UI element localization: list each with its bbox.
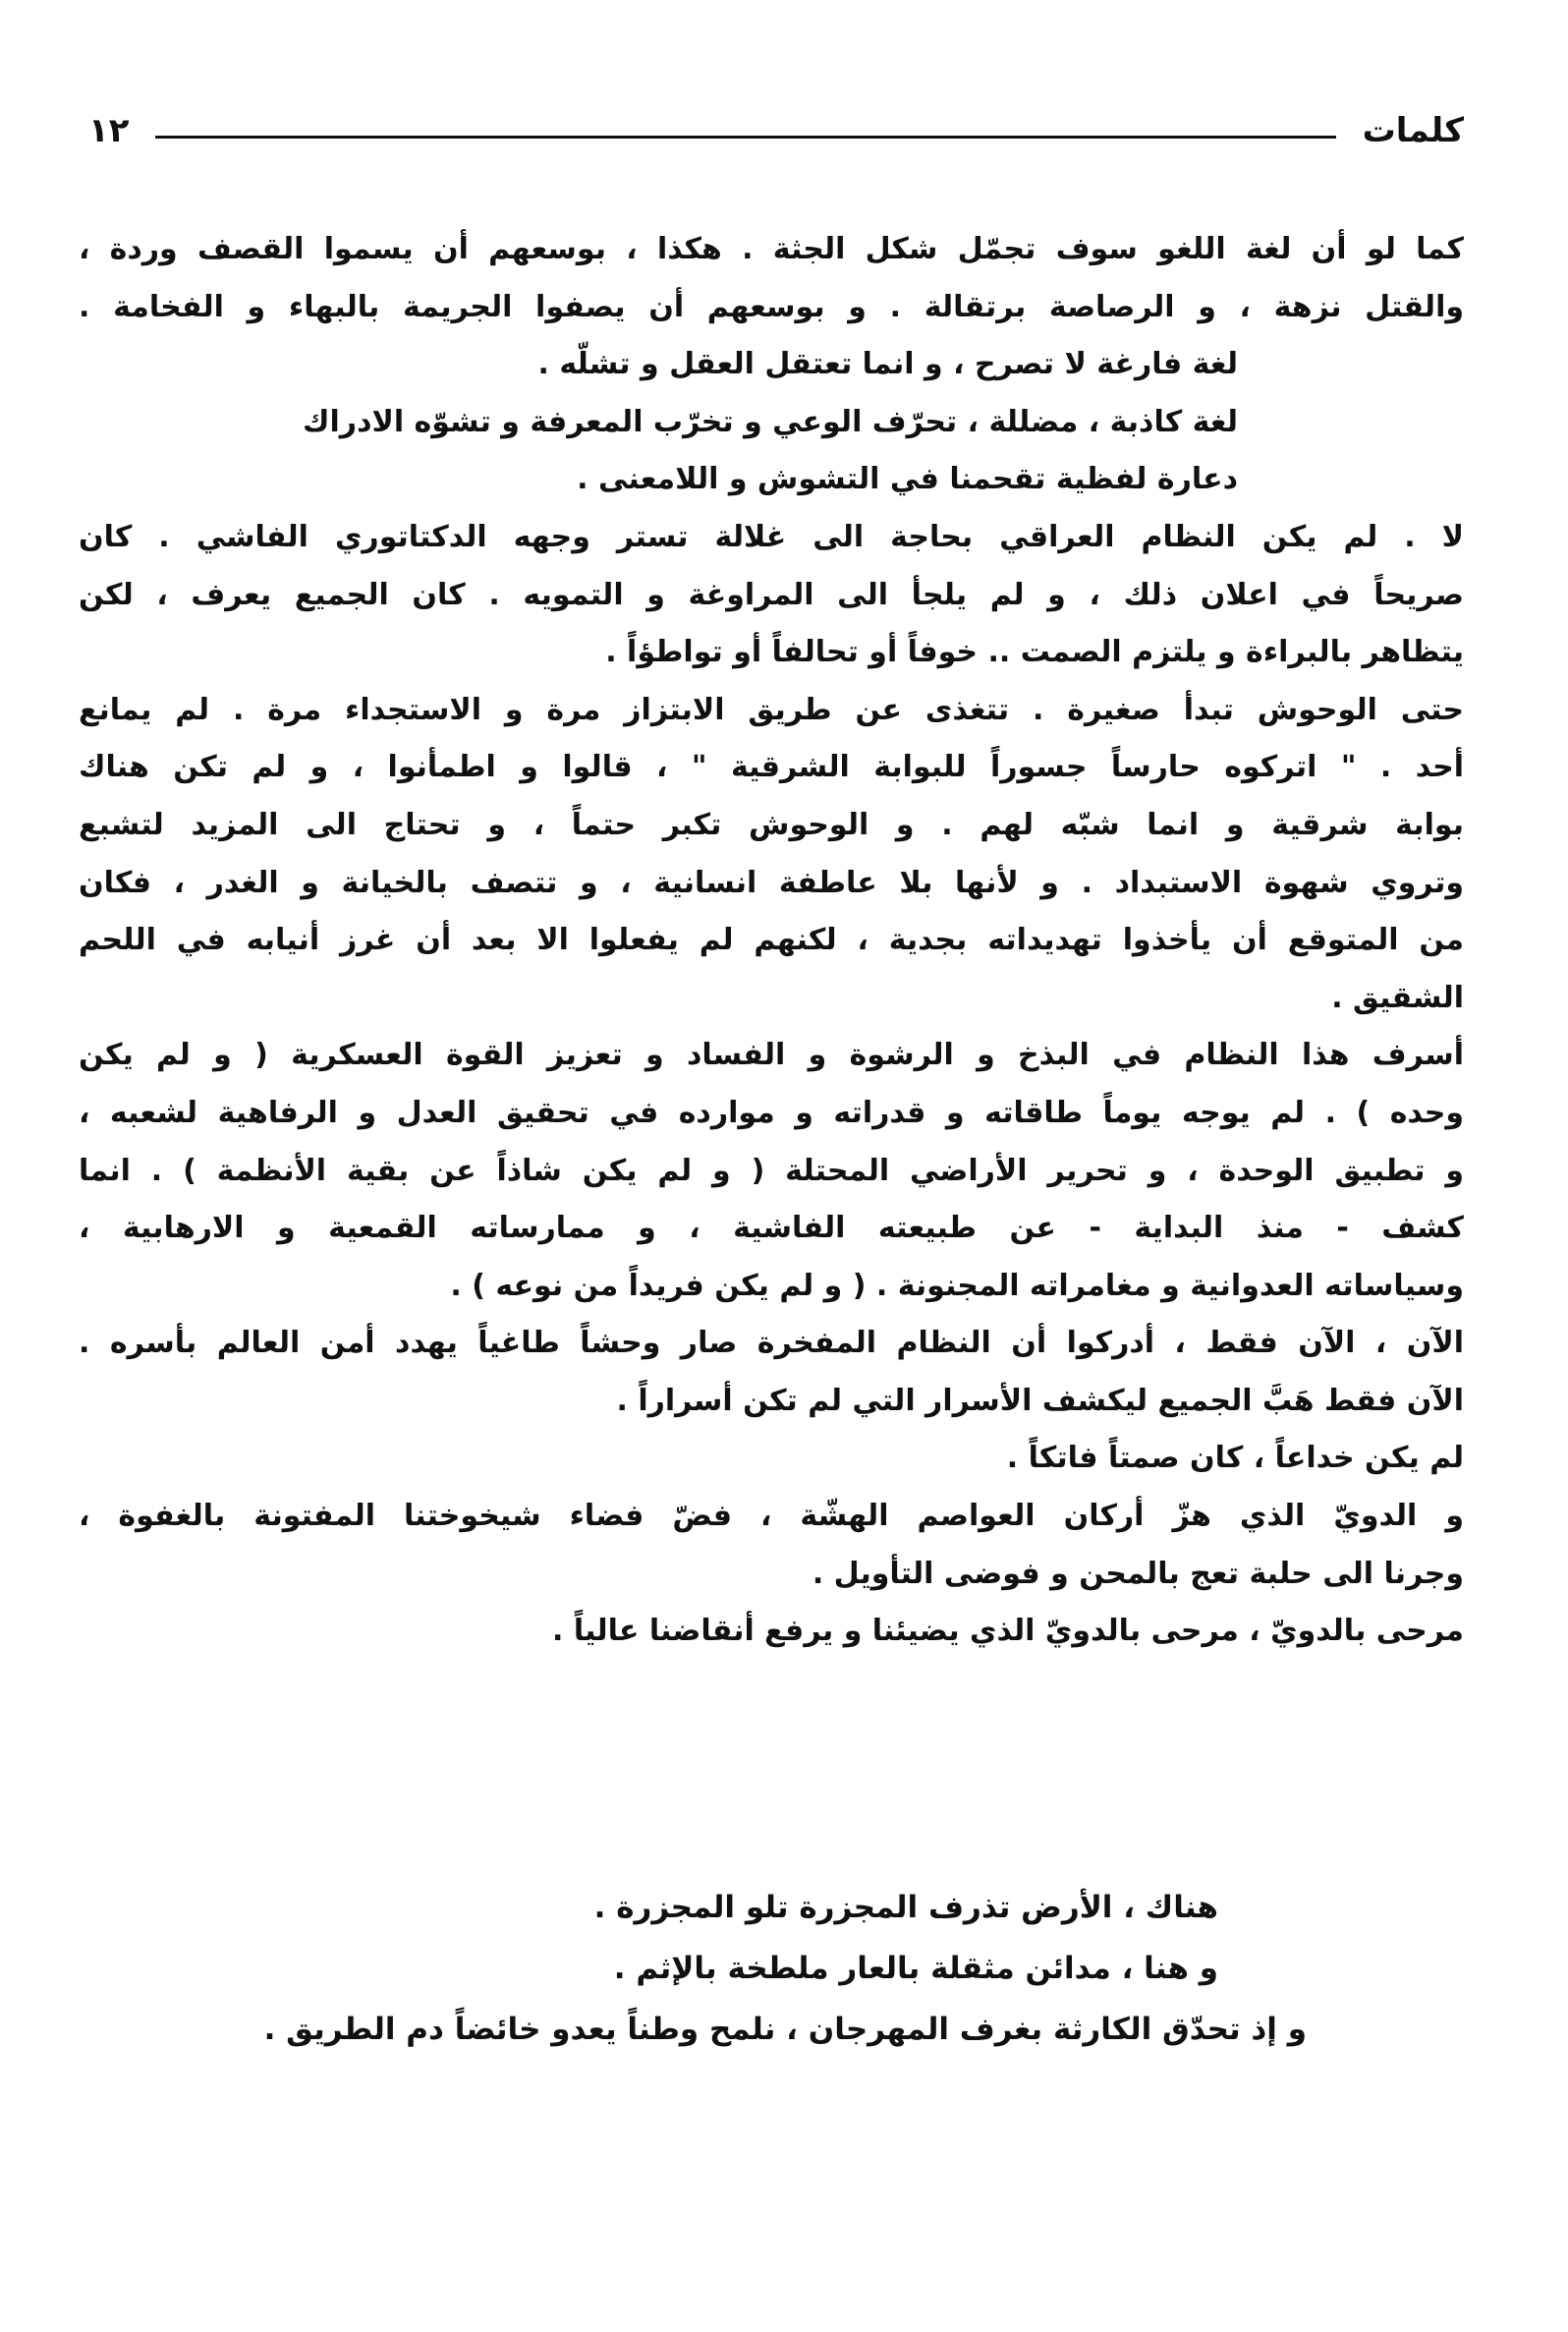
page-header (88, 106, 1464, 155)
header-rule (155, 136, 1336, 139)
text-line: يتظاهر بالبراءة و يلتزم الصمت .. خوفاً أو تحالفاً أو تواطؤاً . (605, 635, 1464, 670)
text-line: أحد . " اتركوه حارساً جسوراً للبوابة الشرقية " ، قالوا و اطمأنوا ، و لم تكن هناك (79, 750, 1464, 785)
body-text (79, 221, 1464, 2060)
text-line: كما لو أن لغة اللغو سوف تجمّل شكل الجثة . هكذا ، بوسعهم أن يسموا القصف وردة ، (79, 232, 1464, 266)
text-line: من المتوقع أن يأخذوا تهديداته بجدية ، لكنهم لم يفعلوا الا بعد أن غرز أنيابه في اللحم (79, 923, 1464, 958)
text-line: حتى الوحوش تبدأ صغيرة . تتغذى عن طريق الابتزاز مرة و الاستجداء مرة . لم يمانع (79, 692, 1464, 727)
text-line: مرحى بالدويّ ، مرحى بالدويّ الذي يضيئنا و يرفع أنقاضنا عالياً . (552, 1614, 1464, 1649)
text-line: وسياساته العدوانية و مغامراته المجنونة . ( و لم يكن فريداً من نوعه ) . (450, 1268, 1464, 1303)
text-line: الآن فقط هَبَّ الجميع ليكشف الأسرار التي لم تكن أسراراً . (616, 1383, 1464, 1418)
text-line: لغة فارغة لا تصرح ، و انما تعتقل العقل و تشلّه . (537, 347, 1238, 382)
page-number: ١٢ (88, 111, 130, 150)
text-line: لغة كاذبة ، مضللة ، تحرّف الوعي و تخرّب المعرفة و تشوّه الادراك (303, 404, 1238, 439)
text-line: أسرف هذا النظام في البذخ و الرشوة و الفساد و تعزيز القوة العسكرية ( و لم يكن (79, 1038, 1464, 1073)
text-line: كشف - منذ البداية - عن طبيعته الفاشية ، و ممارساته القمعية و الارهابية ، (79, 1211, 1464, 1246)
text-line: و الدويّ الذي هزّ أركان العواصم الهشّة ، فضّ فضاء شيخوختنا المفتونة بالغفوة ، (79, 1499, 1464, 1534)
text-line: الشقيق . (1331, 980, 1464, 1015)
section-gap (79, 1661, 1464, 1877)
verse-line: و هنا ، مدائن مثقلة بالعار ملطخة بالإثم . (613, 1950, 1218, 1986)
text-line: لا . لم يكن النظام العراقي بحاجة الى غلالة تستر وجهه الدكتاتوري الفاشي . كان (79, 519, 1464, 554)
text-line: والقتل نزهة ، و الرصاصة برتقالة . و بوسعهم أن يصفوا الجريمة بالبهاء و الفخامة . (79, 289, 1464, 324)
text-line: دعارة لفظية تقحمنا في التشوش و اللامعنى . (577, 462, 1238, 497)
text-line: وحده ) . لم يوجه يوماً طاقاته و قدراته و موارده في تحقيق العدل و الرفاهية لشعبه ، (79, 1095, 1464, 1130)
text-line: لم يكن خداعاً ، كان صمتاً فاتكاً . (1006, 1441, 1464, 1476)
text-line: صريحاً في اعلان ذلك ، و لم يلجأ الى المراوغة و التمويه . كان الجميع يعرف ، لكن (79, 577, 1464, 612)
text-line: بوابة شرقية و انما شبّه لهم . و الوحوش تكبر حتماً ، و تحتاج الى المزيد لتشبع (79, 807, 1464, 842)
verse-line: هناك ، الأرض تذرف المجزرة تلو المجزرة . (593, 1889, 1218, 1925)
text-line: و تطبيق الوحدة ، و تحرير الأراضي المحتلة ( و لم يكن شاذاً عن بقية الأنظمة ) . انما (79, 1153, 1464, 1188)
text-line: الآن ، الآن فقط ، أدركوا أن النظام المفخرة صار وحشاً طاغياً يهدد أمن العالم بأسره . (79, 1326, 1464, 1361)
running-title: كلمات (1362, 111, 1464, 150)
verse-line: و إذ تحدّق الكارثة بغرف المهرجان ، نلمح وطناً يعدو خائضاً دم الطريق . (263, 2011, 1307, 2047)
text-line: وتروي شهوة الاستبداد . و لأنها بلا عاطفة انسانية ، و تتصف بالخيانة و الغدر ، فكان (79, 865, 1464, 900)
text-line: وجرنا الى حلبة تعج بالمحن و فوضى التأويل . (812, 1556, 1464, 1591)
